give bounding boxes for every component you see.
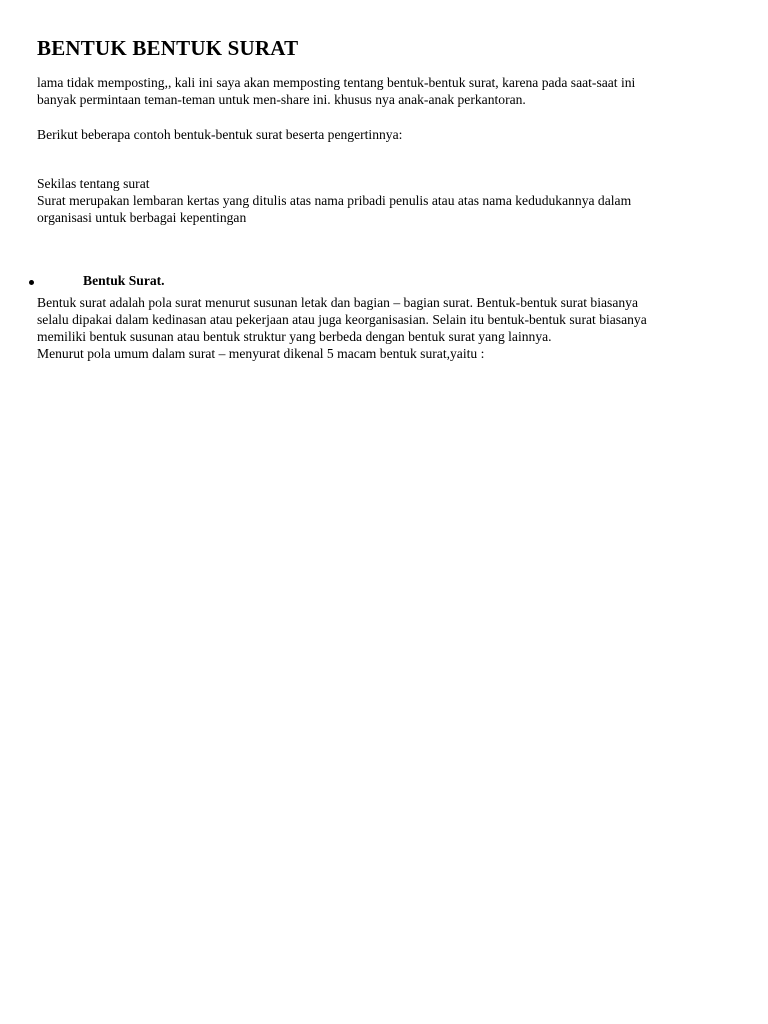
bentuk-line: memiliki bentuk susunan atau bentuk struktur yang berbeda dengan bentuk surat yang lainnya. — [37, 329, 552, 344]
bullet-item — [0, 272, 768, 290]
examples-lead: Berikut beberapa contoh bentuk-bentuk surat beserta pengertinnya: — [37, 127, 403, 142]
overview-line: Surat merupakan lembaran kertas yang ditulis atas nama pribadi penulis atau atas nama kedudukannya dalam — [37, 193, 632, 208]
bentuk-line: Bentuk surat adalah pola surat menurut susunan letak dan bagian – bagian surat. Bentuk-bentuk surat biasanya — [37, 295, 638, 310]
overview-heading: Sekilas tentang surat — [37, 176, 150, 191]
bullet-heading: Bentuk Surat. — [83, 273, 165, 288]
bentuk-line: Menurut pola umum dalam surat – menyurat dikenal 5 macam bentuk surat,yaitu : — [37, 346, 485, 361]
document-title: BENTUK BENTUK SURAT — [37, 36, 299, 60]
overview-line: organisasi untuk berbagai kepentingan — [37, 210, 247, 225]
intro-line: lama tidak memposting,, kali ini saya akan memposting tentang bentuk-bentuk surat, karena pada saat-saat ini — [37, 75, 636, 90]
overview-paragraph — [37, 175, 631, 226]
bullet-icon — [29, 280, 34, 285]
bentuk-paragraph — [37, 294, 647, 362]
bentuk-line: selalu dipakai dalam kedinasan atau pekerjaan atau juga keorganisasian. Selain itu bentuk-bentuk surat biasanya — [37, 312, 647, 327]
intro-paragraph — [37, 74, 635, 108]
intro-line: banyak permintaan teman-teman untuk men-share ini. khusus nya anak-anak perkantoran. — [37, 92, 526, 107]
